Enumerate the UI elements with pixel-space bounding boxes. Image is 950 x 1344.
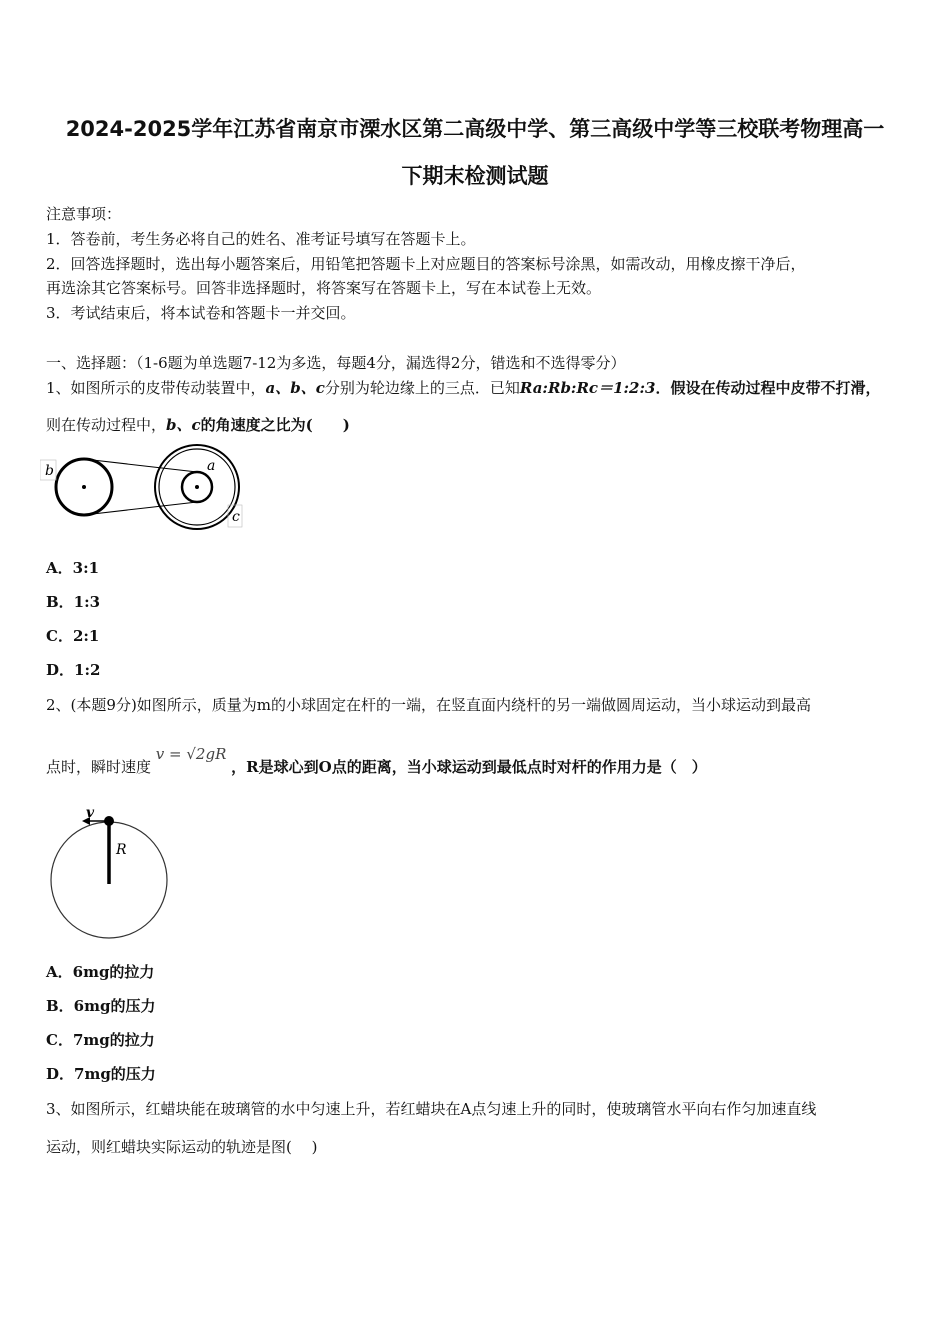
section-heading: 一、选择题：（1-6题为单选题7-12为多选，每题4分，漏选得2分，错选和不选得零分） xyxy=(46,354,626,372)
q1-ratio: Ra:Rb:Rc＝1:2:3 xyxy=(519,379,656,397)
q1-option-a: A．3:1 xyxy=(46,559,100,577)
label-R: R xyxy=(116,842,127,858)
q2-stem-line1: 2、(本题9分)如图所示，质量为m的小球固定在杆的一端，在竖直面内绕杆的另一端做圆周运动，当小球运动到最高 xyxy=(46,696,812,714)
q3-stem-line1: 3、如图所示，红蜡块能在玻璃管的水中匀速上升，若红蜡块在A点匀速上升的同时，使玻璃管水平向右作匀加速直线 xyxy=(46,1100,817,1118)
q2-line2-b: ，R是球心到O点的距离，当小球运动到最低点时对杆的作用力是（ ） xyxy=(231,758,707,776)
q2-option-d: D．7mg的压力 xyxy=(46,1065,156,1083)
q2-line2-a: 点时，瞬时速度 xyxy=(46,758,152,776)
q1-stem-line1 xyxy=(46,377,880,398)
q1-option-c: C．2:1 xyxy=(46,627,100,645)
q1-text-c: ．假设在传动过程中皮带不打滑， xyxy=(655,379,881,397)
circular-motion-figure xyxy=(44,806,174,940)
q2-formula: v = √2gR xyxy=(155,745,227,763)
q1-line2-vars: b、c xyxy=(166,416,201,434)
page-title-line2: 下期末检测试题 xyxy=(401,164,549,188)
q1-line2-a: 则在传动过程中， xyxy=(46,416,167,434)
q2-stem-line2 xyxy=(46,745,707,776)
q1-option-b: B．1:3 xyxy=(46,593,101,611)
label-v: v xyxy=(86,806,95,821)
q1-stem-line2 xyxy=(46,414,350,435)
q2-option-c: C．7mg的拉力 xyxy=(46,1031,155,1049)
q3-stem-line2: 运动，则红蜡块实际运动的轨迹是图( ) xyxy=(46,1138,318,1156)
notice-item-2-cont: 再选涂其它答案标号。回答非选择题时，将答案写在答题卡上，写在本试卷上无效。 xyxy=(46,279,602,297)
label-b: b xyxy=(45,463,54,479)
q2-option-b: B．6mg的压力 xyxy=(46,997,156,1015)
page-title-line1: 2024-2025学年江苏省南京市溧水区第二高级中学、第三高级中学等三校联考物理高一 xyxy=(65,117,885,141)
notice-heading: 注意事项： xyxy=(46,205,122,223)
q1-text-b: 分别为轮边缘上的三点．已知 xyxy=(324,379,520,397)
label-c: c xyxy=(232,509,240,525)
q1-option-d: D．1:2 xyxy=(46,661,101,679)
notice-item-1: 1．答卷前，考生务必将自己的姓名、准考证号填写在答题卡上。 xyxy=(46,230,476,248)
wheel-b-center xyxy=(82,485,86,489)
belt-drive-figure xyxy=(40,442,250,534)
notice-item-3: 3．考试结束后，将本试卷和答题卡一并交回。 xyxy=(46,304,356,322)
q1-text-a: 1、如图所示的皮带传动装置中， xyxy=(46,379,266,397)
label-a: a xyxy=(207,458,216,474)
wheel-a-center xyxy=(195,485,199,489)
notice-item-2: 2．回答选择题时，选出每小题答案后，用铅笔把答题卡上对应题目的答案标号涂黑，如需改动，用橡皮擦干净后， xyxy=(46,255,806,273)
q1-vars: a、b、c xyxy=(265,379,325,397)
q1-line2-b: 的角速度之比为( ) xyxy=(200,416,350,434)
q2-option-a: A．6mg的拉力 xyxy=(46,963,155,981)
